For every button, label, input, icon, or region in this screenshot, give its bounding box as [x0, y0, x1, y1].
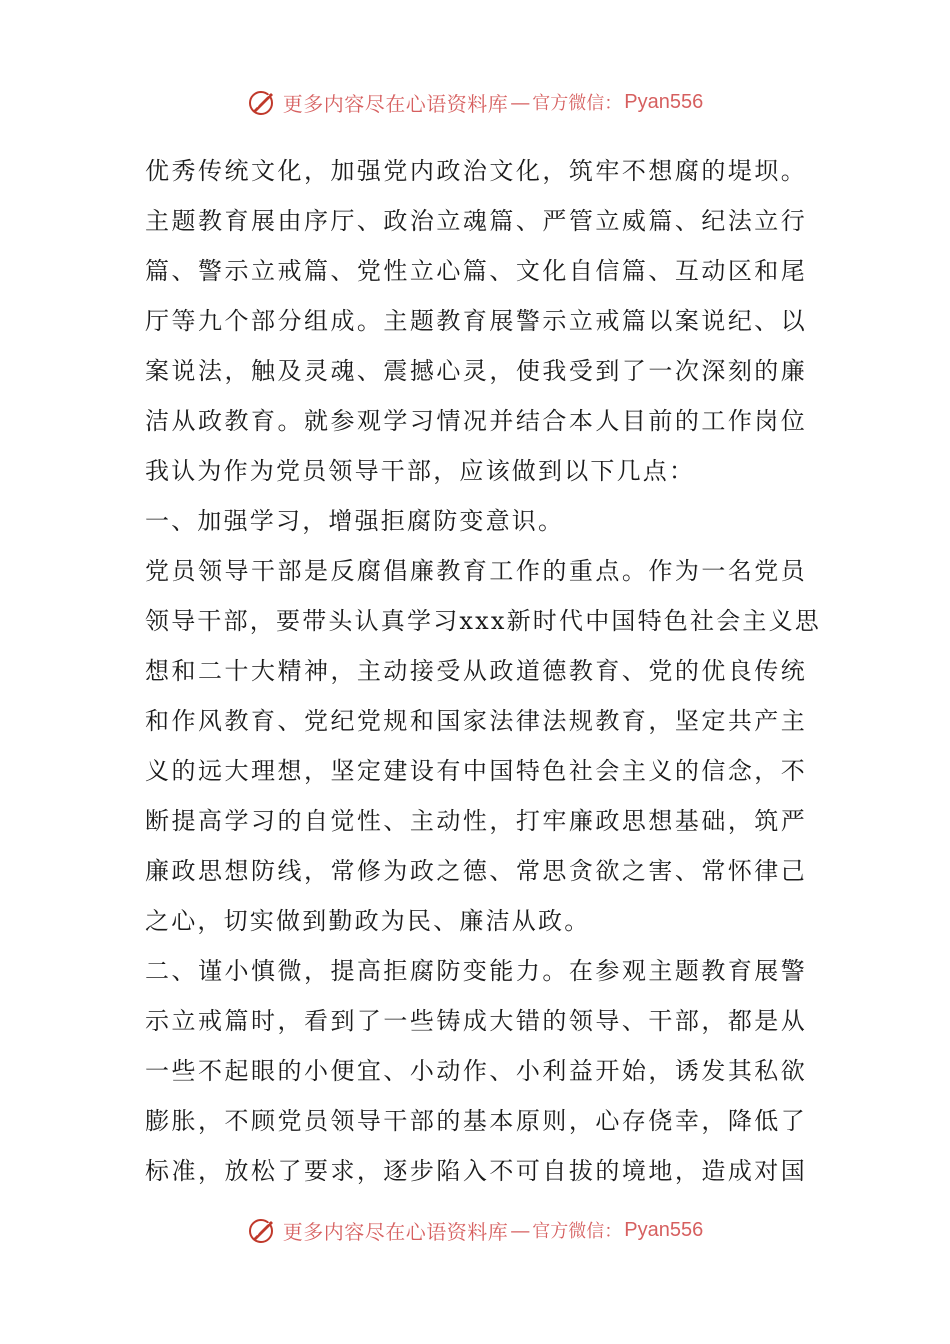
- text-line: 之心，切实做到勤政为民、廉洁从政。: [145, 907, 591, 935]
- text-line: 廉政思想防线，常修为政之德、常思贪欲之害、常怀律己: [145, 857, 807, 885]
- text-line: 和作风教育、党纪党规和国家法律法规教育，坚定共产主: [145, 707, 807, 735]
- text-line: 优秀传统文化，加强党内政治文化，筑牢不想腐的堤坝。: [145, 157, 807, 185]
- header-watermark: [0, 82, 950, 122]
- text-line: 断提高学习的自觉性、主动性，打牢廉政思想基础，筑严: [145, 807, 807, 835]
- text-line: 标准，放松了要求，逐步陷入不可自拔的境地，造成对国: [145, 1157, 807, 1185]
- text-line: 厅等九个部分组成。主题教育展警示立戒篇以案说纪、以: [145, 307, 807, 335]
- text-line: 篇、警示立戒篇、党性立心篇、文化自信篇、互动区和尾: [145, 257, 807, 285]
- text-line: 我认为作为党员领导干部，应该做到以下几点：: [145, 457, 696, 485]
- text-line: 想和二十大精神，主动接受从政道德教育、党的优良传统: [145, 657, 807, 685]
- text-line: 领导干部，要带头认真学习xxx新时代中国特色社会主义思: [145, 607, 822, 635]
- text-line: 洁从政教育。就参观学习情况并结合本人目前的工作岗位: [145, 407, 807, 435]
- text-line: 示立戒篇时，看到了一些铸成大错的领导、干部，都是从: [145, 1007, 807, 1035]
- text-line: 二、谨小慎微，提高拒腐防变能力。在参观主题教育展警: [145, 957, 807, 985]
- text-line: 党员领导干部是反腐倡廉教育工作的重点。作为一名党员: [145, 557, 807, 585]
- wechat-id: Pyan556: [624, 90, 704, 113]
- quill-logo-icon: [247, 87, 277, 117]
- quill-logo-icon: [247, 1215, 277, 1245]
- text-line: 一些不起眼的小便宜、小动作、小利益开始，诱发其私欲: [145, 1057, 807, 1085]
- wechat-label: 官方微信：: [532, 1221, 623, 1242]
- watermark-separator: —: [510, 1218, 531, 1242]
- text-line: 主题教育展由序厅、政治立魂篇、严管立威篇、纪法立行: [145, 207, 807, 235]
- text-line: 膨胀，不顾党员领导干部的基本原则，心存侥幸，降低了: [145, 1107, 807, 1135]
- watermark-brand: 更多内容尽在心语资料库: [282, 1219, 509, 1244]
- watermark-brand: 更多内容尽在心语资料库: [282, 91, 509, 116]
- watermark-separator: —: [510, 90, 531, 114]
- text-line: 一、加强学习，增强拒腐防变意识。: [145, 507, 565, 535]
- wechat-id: Pyan556: [624, 1218, 704, 1241]
- footer-watermark: [0, 1210, 950, 1250]
- document-body: [145, 146, 822, 1196]
- text-line: 案说法，触及灵魂、震撼心灵，使我受到了一次深刻的廉: [145, 357, 807, 385]
- wechat-label: 官方微信：: [532, 93, 623, 114]
- text-line: 义的远大理想，坚定建设有中国特色社会主义的信念，不: [145, 757, 807, 785]
